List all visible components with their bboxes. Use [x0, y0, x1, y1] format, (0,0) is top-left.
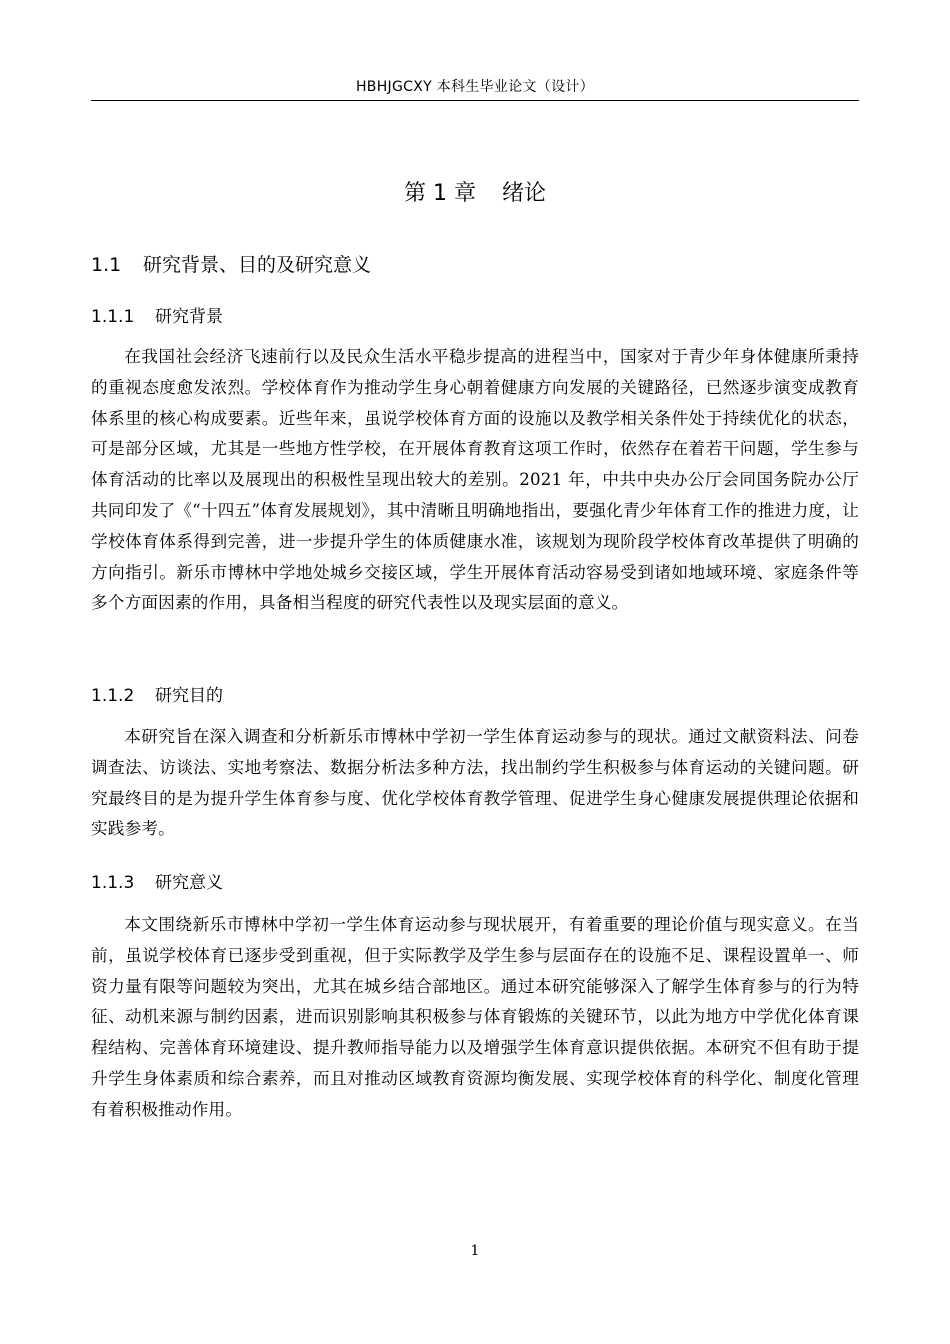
subsection-heading-significance [91, 871, 223, 895]
subsection-heading-purpose [91, 684, 223, 708]
section-title: 研究背景、目的及研究意义 [143, 254, 372, 276]
subsection-number: 1.1.3 [91, 873, 135, 893]
subsection-heading-background [91, 305, 223, 329]
paragraph-significance: 本文围绕新乐市博林中学初一学生体育运动参与现状展开，有着重要的理论价值与现实意义。在当前，虽说学校体育已逐步受到重视，但于实际教学及学生参与层面存在的设施不足、课程设置单一、师资力量有限等问题较为突出，尤其在城乡结合部地区。通过本研究能够深入了解学生体育参与的行为特征、动机来源与制约因素，进而识别影响其积极参与体育锻炼的关键环节，以此为地方中学优化体育课程结构、完善体育环境建设、提升教师指导能力以及增强学生体育意识提供依据。本研究不但有助于提升学生身体素质和综合素养，而且对推动区域教育资源均衡发展、实现学校体育的科学化、制度化管理有着积极推动作用。 [91, 915, 859, 1119]
chapter-title [91, 179, 859, 209]
header-divider [91, 100, 859, 101]
section-number: 1.1 [91, 254, 122, 276]
paragraph-purpose: 本研究旨在深入调查和分析新乐市博林中学初一学生体育运动参与的现状。通过文献资料法、问卷调查法、访谈法、实地考察法、数据分析法多种方法，找出制约学生积极参与体育运动的关键问题。研究最终目的是为提升学生体育参与度、优化学校体育教学管理、促进学生身心健康发展提供理论依据和实践参考。 [91, 727, 859, 839]
subsection-title: 研究背景 [155, 307, 223, 327]
subsection-title: 研究意义 [155, 873, 223, 893]
chapter-name: 绪论 [501, 181, 546, 206]
section-heading [91, 252, 371, 278]
paragraph-background: 在我国社会经济飞速前行以及民众生活水平稳步提高的进程当中，国家对于青少年身体健康所秉持的重视态度愈发浓烈。学校体育作为推动学生身心朝着健康方向发展的关键路径，已然逐步演变成教育体系里的核心构成要素。近些年来，虽说学校体育方面的设施以及教学相关条件处于持续优化的状态，可是部分区域，尤其是一些地方性学校，在开展体育教育这项工作时，依然存在着若干问题，学生参与体育活动的比率以及展现出的积极性呈现出较大的差别。2021 年，中共中央办公厅会同国务院办公厅共同印发了《“十四五”体育发展规划》，其中清晰且明确地指出，要强化青少年体育工作的推进力度，让学校体育体系得到完善，进一步提升学生的体质健康水准，该规划为现阶段学校体育改革提供了明确的方向指引。新乐市博林中学地处城乡交接区域，学生开展体育活动容易受到诸如地域环境、家庭条件等多个方面因素的作用，具备相当程度的研究代表性以及现实层面的意义。 [91, 347, 859, 613]
chapter-number: 第 1 章 [404, 181, 476, 206]
running-header: HBHJGCXY 本科生毕业论文（设计） [355, 79, 594, 95]
subsection-number: 1.1.2 [91, 686, 135, 706]
subsection-number: 1.1.1 [91, 307, 135, 327]
page-number: 1 [470, 1243, 480, 1259]
subsection-title: 研究目的 [155, 686, 223, 706]
